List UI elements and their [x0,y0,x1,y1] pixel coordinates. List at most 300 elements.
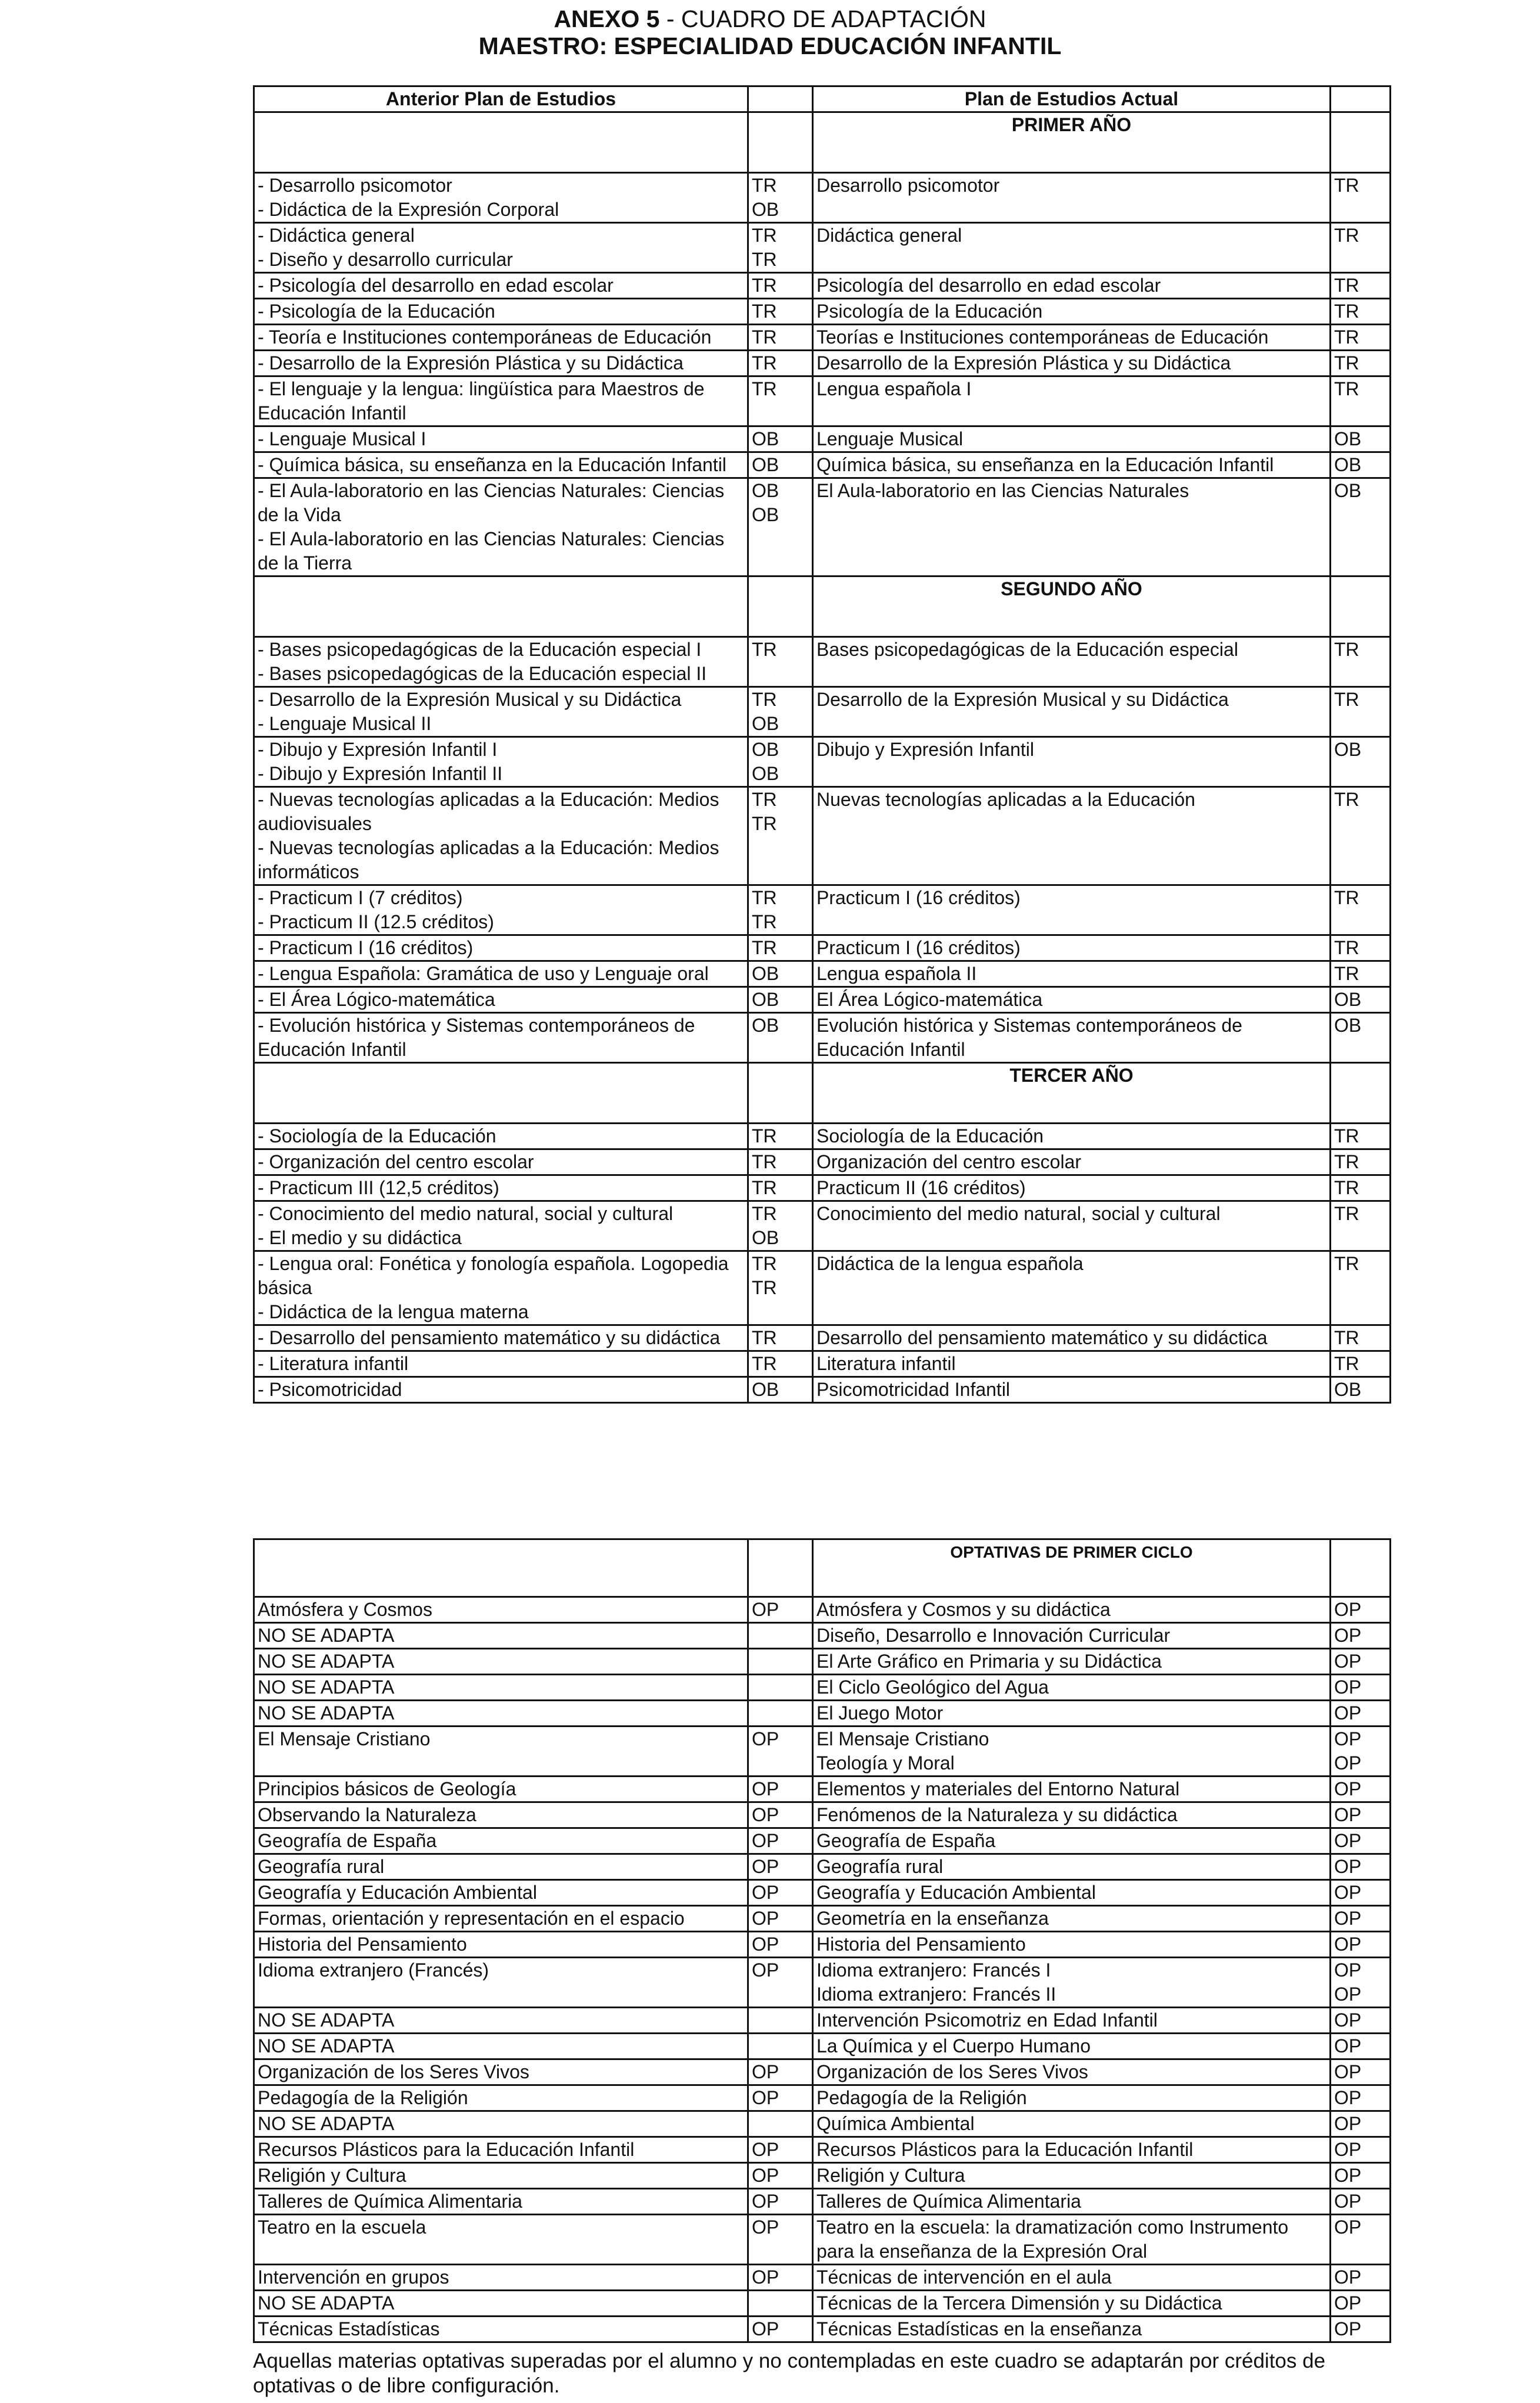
old-subject-cell [254,2085,748,2111]
new-subject-cell [813,2291,1331,2317]
old-type-cell [748,987,813,1013]
new-type-cell [1331,737,1391,787]
section-title: TERCER AÑO [813,1063,1331,1124]
section-header-row [254,112,1391,173]
annex-number: ANEXO 5 [554,5,660,32]
old-type: TR [752,1177,777,1198]
old-type-cell [748,1351,813,1377]
new-subject: Diseño, Desarrollo e Innovación Curricular [816,1625,1171,1646]
new-subject: Química Ambiental [816,2113,975,2134]
new-subject: Técnicas de la Tercera Dimensión y su Didáctica [816,2292,1222,2314]
old-type-cell [748,1675,813,1701]
new-subject-cell [813,2317,1331,2342]
new-type-cell [1331,2137,1391,2163]
new-type: OP [1334,2087,1362,2108]
new-subject-cell [813,2008,1331,2034]
new-subject-cell [813,173,1331,223]
old-subject-cell [254,1149,748,1175]
old-type-cell [748,2189,813,2215]
old-type: OP [752,1856,779,1877]
table-row [254,1958,1391,2008]
old-subject: - Lenguaje Musical I [258,428,426,449]
new-type-cell [1331,2008,1391,2034]
new-subject: La Química y el Cuerpo Humano [816,2035,1091,2057]
table-row [254,687,1391,737]
new-type: TR [1334,1125,1359,1146]
old-subject-cell [254,1325,748,1351]
old-subject: - Practicum I (16 créditos) [258,937,474,958]
new-type: TR [1334,352,1359,374]
old-subject-cell [254,1958,748,2008]
old-subject-cell [254,2317,748,2342]
old-subject-cell [254,1802,748,1828]
old-type-cell [748,376,813,426]
table-row [254,987,1391,1013]
old-subject: - Química básica, su enseñanza en la Educación Infantil [258,454,726,475]
old-type-cell [748,2085,813,2111]
old-type-cell [748,2291,813,2317]
new-type: TR [1334,1353,1359,1374]
new-type-cell [1331,1351,1391,1377]
old-subject-cell [254,1175,748,1201]
new-subject: Religión y Cultura [816,2165,965,2186]
new-subject-cell [813,376,1331,426]
old-subject-cell [254,452,748,478]
new-type-cell [1331,1675,1391,1701]
new-subject: El Arte Gráfico en Primaria y su Didáctica [816,1651,1162,1672]
old-type: OB [752,480,779,501]
blank-cell [1331,112,1391,173]
old-type: OB [752,989,779,1010]
new-type: OB [1334,1379,1362,1400]
old-subject-cell [254,426,748,452]
new-type-cell [1331,787,1391,885]
blank-cell [748,1539,813,1597]
old-type: TR [752,813,777,834]
new-type: OB [1334,480,1362,501]
old-subject-cell [254,1377,748,1403]
table-row [254,1777,1391,1802]
table-row [254,1124,1391,1149]
new-type: TR [1334,1253,1359,1274]
new-subject-cell [813,1251,1331,1325]
document-title [0,7,1540,31]
new-subject: Idioma extranjero: Francés I [816,1959,1051,1981]
new-type: OP [1334,2267,1362,2288]
old-type: OP [752,1882,779,1903]
new-subject: Sociología de la Educación [816,1125,1044,1146]
old-type: OP [752,1804,779,1825]
new-type: OP [1334,1728,1362,1749]
new-subject-cell [813,1124,1331,1149]
new-type: OP [1334,1856,1362,1877]
new-type: OP [1334,2139,1362,2160]
old-type: TR [752,352,777,374]
old-subject-cell [254,2215,748,2265]
old-subject: NO SE ADAPTA [258,2035,395,2057]
old-subject: Observando la Naturaleza [258,1804,476,1825]
table-row [254,173,1391,223]
old-subject: - Lengua Española: Gramática de uso y Lenguaje oral [258,963,709,984]
new-type-cell [1331,2059,1391,2085]
new-type-cell [1331,1906,1391,1932]
old-type: OP [752,1599,779,1620]
optativas-table [253,1538,1391,2343]
new-type-cell [1331,1013,1391,1063]
new-subject: Lenguaje Musical [816,428,964,449]
new-subject: Psicomotricidad Infantil [816,1379,1011,1400]
old-subject: - El medio y su didáctica [258,1227,462,1248]
new-subject-cell [813,1649,1331,1675]
old-subject: Formas, orientación y representación en el espacio [258,1908,685,1929]
old-type-cell [748,637,813,687]
new-type-cell [1331,1251,1391,1325]
old-subject: - Practicum I (7 créditos) [258,887,463,908]
new-subject: Literatura infantil [816,1353,956,1374]
blank-cell [748,112,813,173]
new-subject: Desarrollo del pensamiento matemático y su didáctica [816,1327,1268,1348]
old-subject: - Desarrollo psicomotor [258,175,452,196]
old-subject-cell [254,1201,748,1251]
old-type-cell [748,273,813,299]
old-subject: - Desarrollo del pensamiento matemático y su didáctica [258,1327,721,1348]
new-subject-cell [813,1932,1331,1958]
old-subject-cell [254,2163,748,2189]
new-type-cell [1331,452,1391,478]
new-type-cell [1331,223,1391,273]
new-type: OP [1334,1882,1362,1903]
old-type: OP [752,2061,779,2082]
new-type: OP [1334,1908,1362,1929]
old-type: OB [752,199,779,220]
new-subject: Practicum II (16 créditos) [816,1177,1026,1198]
old-subject: Atmósfera y Cosmos [258,1599,432,1620]
old-type-cell [748,2317,813,2342]
old-subject: - El Aula-laboratorio en las Ciencias Naturales: Ciencias de la Tierra [258,528,725,574]
new-subject-cell [813,2265,1331,2291]
new-type-cell [1331,2215,1391,2265]
old-type-cell [748,1880,813,1906]
old-type: TR [752,887,777,908]
new-type: OP [1334,1804,1362,1825]
new-type-cell [1331,325,1391,351]
old-subject-cell [254,787,748,885]
table-row [254,2215,1391,2265]
new-type-cell [1331,935,1391,961]
new-type: OP [1334,2035,1362,2057]
new-type: OP [1334,1752,1362,1774]
new-subject-cell [813,1854,1331,1880]
old-type-cell [748,325,813,351]
new-type: OP [1334,1651,1362,1672]
old-subject: NO SE ADAPTA [258,1677,395,1698]
new-type-cell [1331,687,1391,737]
old-subject: NO SE ADAPTA [258,2113,395,2134]
new-type-cell [1331,299,1391,325]
new-type: OP [1334,2217,1362,2238]
new-type: OP [1334,1959,1362,1981]
old-type-cell [748,351,813,376]
old-subject: - Didáctica de la Expresión Corporal [258,199,559,220]
old-subject: Recursos Plásticos para la Educación Infantil [258,2139,635,2160]
new-subject: Elementos y materiales del Entorno Natural [816,1778,1180,1799]
old-subject: - Dibujo y Expresión Infantil I [258,739,498,760]
new-subject: Recursos Plásticos para la Educación Infantil [816,2139,1194,2160]
new-type: TR [1334,689,1359,710]
new-subject: Técnicas de intervención en el aula [816,2267,1112,2288]
section-title: OPTATIVAS DE PRIMER CICLO [813,1539,1331,1597]
new-type: OP [1334,2318,1362,2339]
old-subject-cell [254,2111,748,2137]
old-type-cell [748,1597,813,1623]
old-subject-cell [254,299,748,325]
new-type-cell [1331,1880,1391,1906]
old-subject-cell [254,1124,748,1149]
table-row [254,2059,1391,2085]
table-row [254,1597,1391,1623]
new-type-cell [1331,1649,1391,1675]
old-type-cell [748,2008,813,2034]
new-subject: Geografía rural [816,1856,944,1877]
new-type-cell [1331,1828,1391,1854]
new-type-cell [1331,987,1391,1013]
old-subject-cell [254,1932,748,1958]
old-subject: NO SE ADAPTA [258,1702,395,1724]
new-subject: Nuevas tecnologías aplicadas a la Educación [816,789,1195,810]
old-subject: NO SE ADAPTA [258,1651,395,1672]
table-row [254,1880,1391,1906]
old-type: TR [752,639,777,660]
new-type: OP [1334,1702,1362,1724]
old-subject: Idioma extranjero (Francés) [258,1959,489,1981]
old-type-cell [748,2111,813,2137]
new-type-cell [1331,2085,1391,2111]
new-subject-cell [813,2215,1331,2265]
table-row [254,1351,1391,1377]
new-subject-cell [813,1958,1331,2008]
old-subject-cell [254,1251,748,1325]
new-type-cell [1331,961,1391,987]
table-row [254,1675,1391,1701]
new-subject-cell [813,1597,1331,1623]
old-type: OB [752,1015,779,1036]
old-type: OB [752,1227,779,1248]
old-type: OP [752,1959,779,1981]
table-row [254,2189,1391,2215]
new-subject-cell [813,1013,1331,1063]
old-subject: - Bases psicopedagógicas de la Educación especial I [258,639,702,660]
new-type: TR [1334,225,1359,246]
new-type-cell [1331,426,1391,452]
new-subject-cell [813,1675,1331,1701]
old-subject: Pedagogía de la Religión [258,2087,468,2108]
header-row [254,86,1391,112]
new-type-cell [1331,2163,1391,2189]
old-subject-cell [254,637,748,687]
old-subject: - Psicología del desarrollo en edad escolar [258,275,614,296]
old-subject-cell [254,1854,748,1880]
new-subject-cell [813,325,1331,351]
old-type-cell [748,1828,813,1854]
old-type-cell [748,2163,813,2189]
footnote: Aquellas materias optativas superadas por el alumno y no contempladas en este cuadro se adaptarán por créditos de optativas o de libre configuración. [253,2349,1326,2397]
old-type: TR [752,301,777,322]
old-type-cell [748,737,813,787]
new-subject: Geometría en la enseñanza [816,1908,1049,1929]
old-type-cell [748,452,813,478]
old-type-cell [748,1802,813,1828]
blank-cell [254,576,748,637]
old-subject: - Diseño y desarrollo curricular [258,249,513,270]
old-subject: NO SE ADAPTA [258,2009,395,2031]
old-subject: - Nuevas tecnologías aplicadas a la Educación: Medios informáticos [258,837,719,882]
new-subject: Técnicas Estadísticas en la enseñanza [816,2318,1142,2339]
old-type-cell [748,2059,813,2085]
new-subject-cell [813,987,1331,1013]
old-type-cell [748,173,813,223]
table-row [254,426,1391,452]
new-subject: Lengua española I [816,378,972,399]
new-type-cell [1331,1958,1391,2008]
old-type: OP [752,1728,779,1749]
new-subject-cell [813,351,1331,376]
old-type: TR [752,689,777,710]
new-type: TR [1334,275,1359,296]
old-subject: NO SE ADAPTA [258,1625,395,1646]
new-subject-cell [813,478,1331,576]
old-plan-header: Anterior Plan de Estudios [254,86,748,112]
old-subject: - Didáctica de la lengua materna [258,1301,529,1322]
old-type: TR [752,1353,777,1374]
old-type-cell [748,1701,813,1727]
old-subject-cell [254,376,748,426]
old-type: OB [752,1379,779,1400]
old-type-cell [748,687,813,737]
new-subject-cell [813,1325,1331,1351]
table-row [254,737,1391,787]
new-subject-cell [813,1727,1331,1777]
new-subject: Teorías e Instituciones contemporáneas de Educación [816,326,1269,348]
new-type-cell [1331,478,1391,576]
old-subject: - Bases psicopedagógicas de la Educación especial II [258,663,707,684]
old-type: TR [752,911,777,932]
old-type: OP [752,2139,779,2160]
old-subject: Geografía de España [258,1830,437,1851]
table-row [254,376,1391,426]
old-type-cell [748,1201,813,1251]
new-subject-cell [813,452,1331,478]
new-type-cell [1331,1701,1391,1727]
new-subject-cell [813,2189,1331,2215]
new-type: OB [1334,428,1362,449]
old-type: OP [752,2217,779,2238]
new-subject: Teología y Moral [816,1752,955,1774]
table-row [254,2008,1391,2034]
new-type-cell [1331,1623,1391,1649]
new-type: OB [1334,454,1362,475]
new-subject: El Juego Motor [816,1702,944,1724]
new-subject: Geografía de España [816,1830,996,1851]
table-row [254,1906,1391,1932]
new-subject-cell [813,1175,1331,1201]
section-header-row [254,1539,1391,1597]
new-subject-cell [813,961,1331,987]
new-type: OP [1334,2165,1362,2186]
new-type: OP [1334,2292,1362,2314]
table-row [254,2085,1391,2111]
new-subject: El Mensaje Cristiano [816,1728,989,1749]
old-subject: - El lenguaje y la lengua: lingüística para Maestros de Educación Infantil [258,378,705,424]
old-subject-cell [254,2137,748,2163]
new-subject-cell [813,2059,1331,2085]
old-subject: Geografía y Educación Ambiental [258,1882,537,1903]
blank-cell [748,1063,813,1124]
old-subject-cell [254,223,748,273]
new-type: OP [1334,1830,1362,1851]
table-row [254,885,1391,935]
old-subject: Intervención en grupos [258,2267,449,2288]
new-type-cell [1331,351,1391,376]
new-subject: Desarrollo psicomotor [816,175,1000,196]
old-type-cell [748,1854,813,1880]
new-subject-cell [813,1880,1331,1906]
old-type: TR [752,249,777,270]
new-type-cell [1331,2034,1391,2059]
old-type-cell [748,2137,813,2163]
new-type-cell [1331,1727,1391,1777]
old-subject-cell [254,1880,748,1906]
old-subject: - Didáctica general [258,225,415,246]
old-subject-cell [254,325,748,351]
old-type-cell [748,1251,813,1325]
old-subject-cell [254,351,748,376]
new-subject-cell [813,687,1331,737]
table-row [254,1325,1391,1351]
old-subject-cell [254,1828,748,1854]
new-subject-cell [813,273,1331,299]
old-subject-cell [254,1013,748,1063]
table-row [254,1623,1391,1649]
old-type-cell [748,1623,813,1649]
old-type: TR [752,1125,777,1146]
new-type: TR [1334,301,1359,322]
new-type-cell [1331,2265,1391,2291]
old-subject: - Practicum III (12,5 créditos) [258,1177,499,1198]
old-type: TR [752,225,777,246]
old-subject-cell [254,687,748,737]
old-type-cell [748,478,813,576]
old-subject: - Psicomotricidad [258,1379,402,1400]
new-subject-cell [813,223,1331,273]
new-type: TR [1334,789,1359,810]
old-subject-cell [254,1701,748,1727]
new-subject-cell [813,1701,1331,1727]
new-subject: Practicum I (16 créditos) [816,887,1021,908]
old-type: TR [752,1277,777,1298]
new-subject: Organización de los Seres Vivos [816,2061,1088,2082]
table-row [254,1828,1391,1854]
table-row [254,935,1391,961]
old-subject: - Desarrollo de la Expresión Musical y su Didáctica [258,689,682,710]
old-type-cell [748,1932,813,1958]
new-subject-cell [813,1777,1331,1802]
old-subject: - Psicología de la Educación [258,301,495,322]
old-subject-cell [254,1727,748,1777]
new-type: OB [1334,739,1362,760]
new-subject: Lengua española II [816,963,977,984]
new-subject: Atmósfera y Cosmos y su didáctica [816,1599,1111,1620]
new-type-cell [1331,1149,1391,1175]
